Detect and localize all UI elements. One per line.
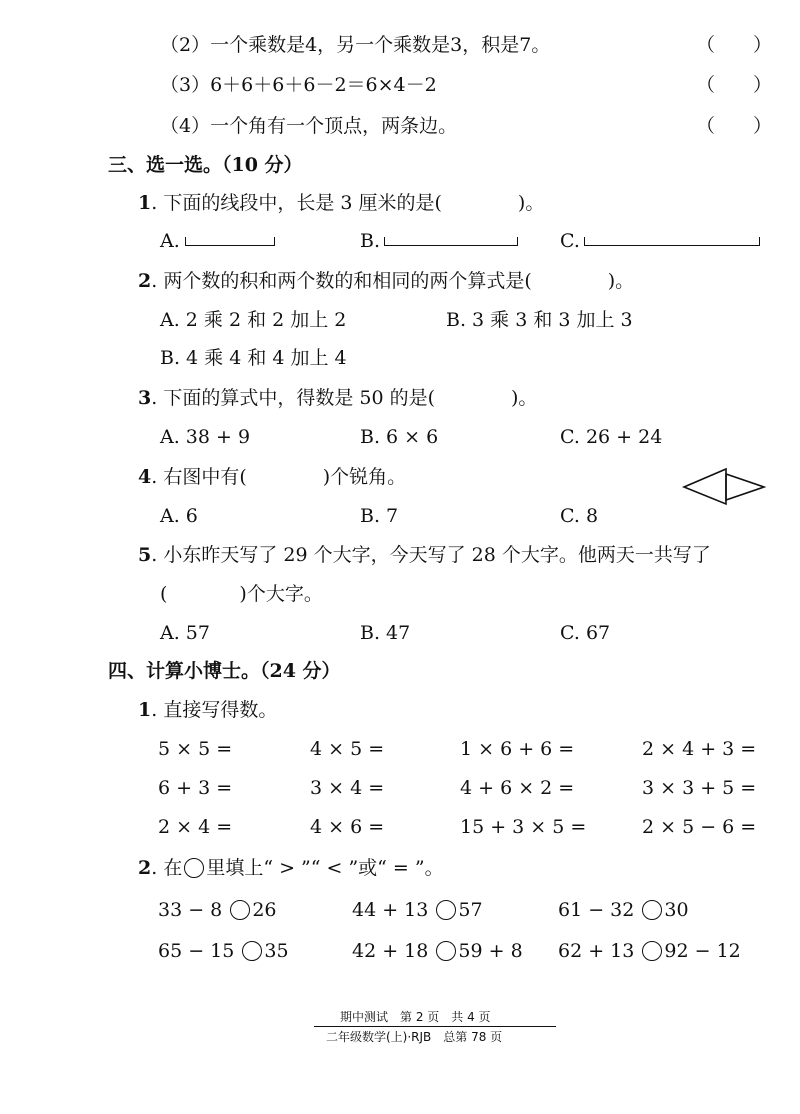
option-c[interactable]: C. 67 [560, 622, 611, 644]
question-text-end: )个大字。 [239, 583, 323, 605]
question-text: . 两个数的积和两个数的和相同的两个算式是( [151, 270, 532, 292]
paren-open: ( [160, 583, 168, 605]
compare-circle[interactable] [436, 900, 456, 920]
right-triangle [726, 474, 764, 500]
left-triangle [684, 469, 726, 504]
calc-item[interactable]: 1 × 6 + 6 = [460, 738, 575, 760]
segment-a [185, 237, 275, 246]
segment-c [584, 237, 760, 246]
question-text: . 下面的线段中，长是 3 厘米的是( [151, 192, 442, 214]
question-number: 4 [138, 466, 152, 488]
calc-item[interactable]: 2 × 5 − 6 = [642, 816, 757, 838]
answer-paren-2[interactable]: （ ） [696, 34, 773, 56]
question-number: 5 [138, 544, 152, 566]
calc-item[interactable]: 4 × 6 = [310, 816, 385, 838]
segment-b [384, 237, 518, 246]
compare-circle[interactable] [436, 941, 456, 961]
question-number: 1 [138, 192, 152, 214]
question-text-end: 里填上“ > ”“ < ”或“ = ”。 [206, 857, 444, 879]
triangles-figure [680, 466, 770, 512]
option-b[interactable]: B. 3 乘 3 和 3 加上 3 [446, 309, 633, 331]
compare-item [158, 897, 277, 923]
option-c[interactable]: C. 26 + 24 [560, 426, 663, 448]
question-text: . 右图中有( [151, 466, 247, 488]
question-4-1 [138, 697, 277, 723]
judge-item-3: （3）6＋6＋6＋6－2＝6×4－2 [160, 74, 437, 96]
compare-right: 92 − 12 [664, 940, 741, 962]
judge-item-4: （4）一个角有一个顶点，两条边。 [160, 115, 458, 137]
compare-right: 30 [664, 899, 689, 921]
option-b[interactable]: B. 7 [360, 505, 399, 527]
question-3-1 [138, 190, 544, 216]
compare-item [352, 938, 523, 964]
compare-left: 44 + 13 [352, 899, 429, 921]
question-3-2 [138, 268, 634, 294]
option-a[interactable]: A. 57 [160, 622, 210, 644]
calc-item[interactable]: 5 × 5 = [158, 738, 233, 760]
question-3-5 [138, 542, 711, 568]
compare-item [158, 938, 289, 964]
option-b[interactable]: B. 47 [360, 622, 411, 644]
question-3-3 [138, 385, 537, 411]
question-text-end: )。 [607, 270, 635, 292]
question-text: . 下面的算式中，得数是 50 的是( [151, 387, 435, 409]
option-a[interactable]: A. 6 [160, 505, 198, 527]
footer-page-info: 期中测试 第 2 页 共 4 页 [340, 1010, 491, 1024]
option-b-second[interactable]: B. 4 乘 4 和 4 加上 4 [160, 347, 347, 369]
answer-paren-3[interactable]: （ ） [696, 74, 773, 96]
question-number: 2 [138, 857, 152, 879]
compare-right: 59 + 8 [458, 940, 523, 962]
question-number: 2 [138, 270, 152, 292]
calc-item[interactable]: 2 × 4 + 3 = [642, 738, 757, 760]
footer-divider [314, 1026, 556, 1027]
question-4-2 [138, 855, 444, 881]
option-c[interactable]: C. 8 [560, 505, 599, 527]
calc-item[interactable]: 4 + 6 × 2 = [460, 777, 575, 799]
compare-left: 61 − 32 [558, 899, 635, 921]
option-b[interactable]: B. [360, 230, 381, 252]
option-a[interactable]: A. 2 乘 2 和 2 加上 2 [160, 309, 347, 331]
compare-right: 35 [264, 940, 289, 962]
question-text-end: )个锐角。 [322, 466, 407, 488]
circle-icon [184, 858, 204, 878]
compare-item [352, 897, 483, 923]
compare-circle[interactable] [242, 941, 262, 961]
calc-item[interactable]: 6 + 3 = [158, 777, 233, 799]
question-number: 3 [138, 387, 152, 409]
option-a[interactable]: A. [160, 230, 180, 252]
answer-paren-4[interactable]: （ ） [696, 115, 773, 137]
question-text: . 小东昨天写了 29 个大字，今天写了 28 个大字。他两天一共写了 [151, 544, 711, 566]
question-3-4 [138, 464, 406, 490]
calc-item[interactable]: 15 + 3 × 5 = [460, 816, 587, 838]
compare-circle[interactable] [230, 900, 250, 920]
compare-circle[interactable] [642, 941, 662, 961]
calc-item[interactable]: 3 × 3 + 5 = [642, 777, 757, 799]
question-text: . 在 [151, 857, 183, 879]
compare-right: 26 [252, 899, 277, 921]
compare-item [558, 938, 741, 964]
section4-heading: 四、计算小博士。（24 分） [108, 660, 341, 682]
question-number: 1 [138, 699, 152, 721]
question-text: . 直接写得数。 [151, 699, 278, 721]
footer-book-info: 二年级数学(上)·RJB 总第 78 页 [326, 1030, 503, 1044]
compare-item [558, 897, 689, 923]
question-text-end: )。 [510, 387, 538, 409]
compare-right: 57 [458, 899, 483, 921]
compare-left: 42 + 18 [352, 940, 429, 962]
compare-left: 62 + 13 [558, 940, 635, 962]
compare-left: 65 − 15 [158, 940, 235, 962]
calc-item[interactable]: 4 × 5 = [310, 738, 385, 760]
compare-left: 33 − 8 [158, 899, 223, 921]
question-3-5-line2 [160, 581, 323, 607]
calc-item[interactable]: 3 × 4 = [310, 777, 385, 799]
calc-item[interactable]: 2 × 4 = [158, 816, 233, 838]
option-c[interactable]: C. [560, 230, 580, 252]
option-b[interactable]: B. 6 × 6 [360, 426, 439, 448]
question-text-end: )。 [517, 192, 545, 214]
judge-item-2: （2）一个乘数是4，另一个乘数是3，积是7。 [160, 34, 551, 56]
section3-heading: 三、选一选。（10 分） [108, 154, 303, 176]
compare-circle[interactable] [642, 900, 662, 920]
option-a[interactable]: A. 38 + 9 [160, 426, 251, 448]
